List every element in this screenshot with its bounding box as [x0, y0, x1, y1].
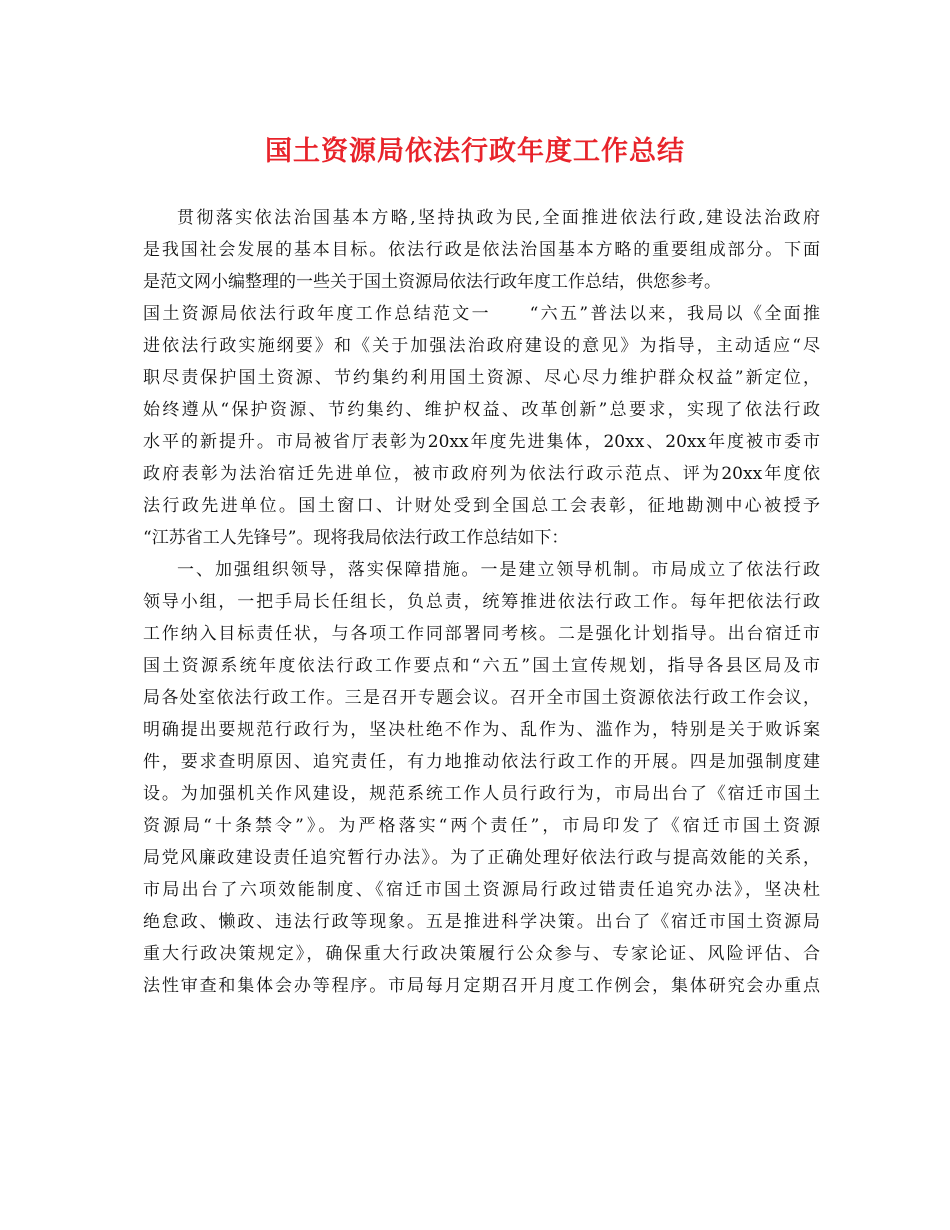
- document-title: 国土资源局依法行政年度工作总结: [265, 136, 685, 167]
- body-line: 件，要求查明原因、追究责任，有力地推动依法行政工作的开展。四是加强制度建: [143, 752, 820, 772]
- body-line: 局党风廉政建设责任追究暂行办法》。为了正确处理好依法行政与提高效能的关系，: [143, 848, 820, 868]
- body-line: 局各处室依法行政工作。三是召开专题会议。召开全市国土资源依法行政工作会议，: [143, 688, 820, 708]
- body-line: 国土资源局依法行政年度工作总结范文一 “六五”普法以来，我局以《全面推: [143, 304, 820, 324]
- body-line: “江苏省工人先锋号”。现将我局依法行政工作总结如下：: [143, 528, 569, 548]
- body-line: 工作纳入目标责任状，与各项工作同部署同考核。二是强化计划指导。出台宿迁市: [143, 624, 820, 644]
- body-line: 市局出台了六项效能制度、《宿迁市国土资源局行政过错责任追究办法》，坚决杜: [143, 880, 820, 900]
- body-line: 法行政先进单位。国土窗口、计财处受到全国总工会表彰，征地勘测中心被授予: [143, 496, 820, 516]
- document-body: [143, 202, 820, 1002]
- body-line: 贯彻落实依法治国基本方略,坚持执政为民,全面推进依法行政,建设法治政府: [177, 208, 820, 228]
- body-line: 明确提出要规范行政行为，坚决杜绝不作为、乱作为、滥作为，特别是关于败诉案: [143, 720, 820, 740]
- body-line: 重大行政决策规定》，确保重大行政决策履行公众参与、专家论证、风险评估、合: [143, 944, 820, 964]
- body-line: 是范文网小编整理的一些关于国土资源局依法行政年度工作总结，供您参考。: [143, 272, 721, 292]
- body-line: 职尽责保护国土资源、节约集约利用国土资源、尽心尽力维护群众权益”新定位，: [143, 368, 820, 388]
- body-line: 始终遵从“保护资源、节约集约、维护权益、改革创新”总要求，实现了依法行政: [143, 400, 820, 420]
- body-line: 领导小组，一把手局长任组长，负总责，统筹推进依法行政工作。每年把依法行政: [143, 592, 820, 612]
- body-line: 法性审查和集体会办等程序。市局每月定期召开月度工作例会，集体研究会办重点: [143, 976, 820, 996]
- body-line: 是我国社会发展的基本目标。依法行政是依法治国基本方略的重要组成部分。下面: [143, 240, 820, 260]
- body-line: 绝怠政、懒政、违法行政等现象。五是推进科学决策。出台了《宿迁市国土资源局: [143, 912, 820, 932]
- body-line: 水平的新提升。市局被省厅表彰为20xx年度先进集体，20xx、20xx年度被市委市: [143, 432, 820, 452]
- body-line: 政府表彰为法治宿迁先进单位，被市政府列为依法行政示范点、评为20xx年度依: [143, 464, 820, 484]
- body-line: 进依法行政实施纲要》和《关于加强法治政府建设的意见》为指导，主动适应“尽: [143, 336, 820, 356]
- body-line: 国土资源系统年度依法行政工作要点和“六五”国土宣传规划，指导各县区局及市: [143, 656, 820, 676]
- body-line: 资源局“十条禁令”》。为严格落实“两个责任”，市局印发了《宿迁市国土资源: [143, 816, 820, 836]
- body-line: 一、加强组织领导，落实保障措施。一是建立领导机制。市局成立了依法行政: [177, 560, 820, 580]
- body-line: 设。为加强机关作风建设，规范系统工作人员行政行为，市局出台了《宿迁市国土: [143, 784, 820, 804]
